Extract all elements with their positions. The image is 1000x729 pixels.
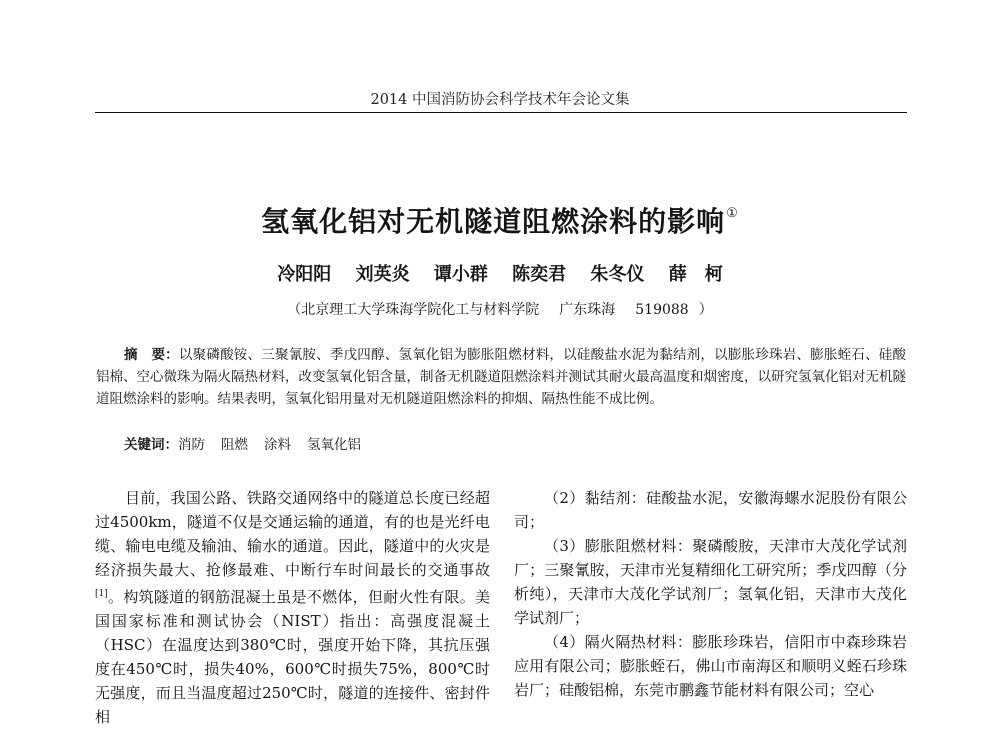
- author: 刘英炎: [355, 264, 410, 285]
- affiliation-close-paren: ）: [698, 302, 713, 318]
- keyword: 阻燃: [221, 437, 248, 453]
- affiliation-open-paren: （: [287, 302, 302, 318]
- body-column-right: [514, 486, 907, 702]
- author: 谭小群: [433, 264, 488, 285]
- author: 陈奕君: [512, 264, 567, 285]
- body-paragraph: [95, 486, 490, 729]
- abstract-text: 以聚磷酸铵、三聚氰胺、季戊四醇、氢氧化铝为膨胀阻燃材料，以硅酸盐水泥为黏结剂，以膨胀珍珠岩、膨胀蛭石、硅酸铝棉、空心微珠为隔火隔热材料，改变氢氧化铝含量，制备无机隧道阻燃涂料并测试其耐火最高温度和烟密度，以研究氢氧化铝对无机隧道阻燃涂料的影响。结果表明，氢氧化铝用量对无机隧道阻燃涂料的抑烟、隔热性能不成比例。: [96, 347, 907, 407]
- paper-title: [0, 200, 1000, 240]
- body-column-left: [95, 486, 490, 729]
- author-list: [0, 260, 1000, 286]
- title-footnote-mark: ①: [726, 206, 739, 221]
- paper-title-text: 氢氧化铝对无机隧道阻燃涂料的影响: [261, 205, 726, 238]
- keyword: 氢氧化铝: [307, 437, 361, 453]
- affiliation-location: 广东珠海: [559, 302, 616, 318]
- body-paragraph: （4）隔火隔热材料：膨胀珍珠岩，信阳市中森珍珠岩应用有限公司；膨胀蛭石，佛山市南海区和顺明义蛭石珍珠岩厂；硅酸铝棉，东莞市鹏鑫节能材料有限公司；空心: [514, 633, 907, 699]
- body-paragraph: （2）黏结剂：硅酸盐水泥，安徽海螺水泥股份有限公司；: [514, 489, 907, 531]
- affiliation: [0, 299, 1000, 319]
- abstract-label: 摘 要：: [124, 347, 179, 363]
- keyword: 涂料: [264, 437, 291, 453]
- abstract: [96, 344, 906, 410]
- affiliation-postcode: 519088: [635, 302, 689, 318]
- keyword: 消防: [178, 437, 205, 453]
- body-paragraph: （3）膨胀阻燃材料：聚磷酸胺，天津市大茂化学试剂厂；三聚氰胺，天津市光复精细化工研究所；季戊四醇（分析纯），天津市大茂化学试剂厂；氢氧化铝，天津市大茂化学试剂厂；: [514, 537, 907, 627]
- affiliation-institution: 北京理工大学珠海学院化工与材料学院: [301, 302, 540, 318]
- author: 朱冬仪: [590, 264, 645, 285]
- author: 薛 柯: [668, 264, 723, 285]
- keywords-label: 关键词：: [124, 437, 178, 453]
- running-header: 2014 中国消防协会科学技术年会论文集: [370, 92, 630, 108]
- citation-ref: [1]: [95, 589, 108, 599]
- header-rule: [95, 112, 907, 113]
- body-text: 目前，我国公路、铁路交通网络中的隧道总长度已经超过4500km，隧道不仅是交通运输的通道，有的也是光纤电缆、输电电缆及输油、输水的通道。因此，隧道中的火灾是经济损失最大、抢修最难、中断行车时间最长的交通事故: [95, 489, 490, 579]
- keywords: [96, 434, 906, 456]
- body-text: 。构筑隧道的钢筋混凝土虽是不燃体，但耐火性有限。美国国家标准和测试协会（NIST）指出：高强度混凝土（HSC）在温度达到380℃时，强度开始下降，其抗压强度在450℃时，损失40%，600℃时损失75%，800℃时无强度，而且当温度超过250℃时，隧道的连接件、密封件相: [95, 588, 490, 726]
- author: 冷阳阳: [277, 264, 332, 285]
